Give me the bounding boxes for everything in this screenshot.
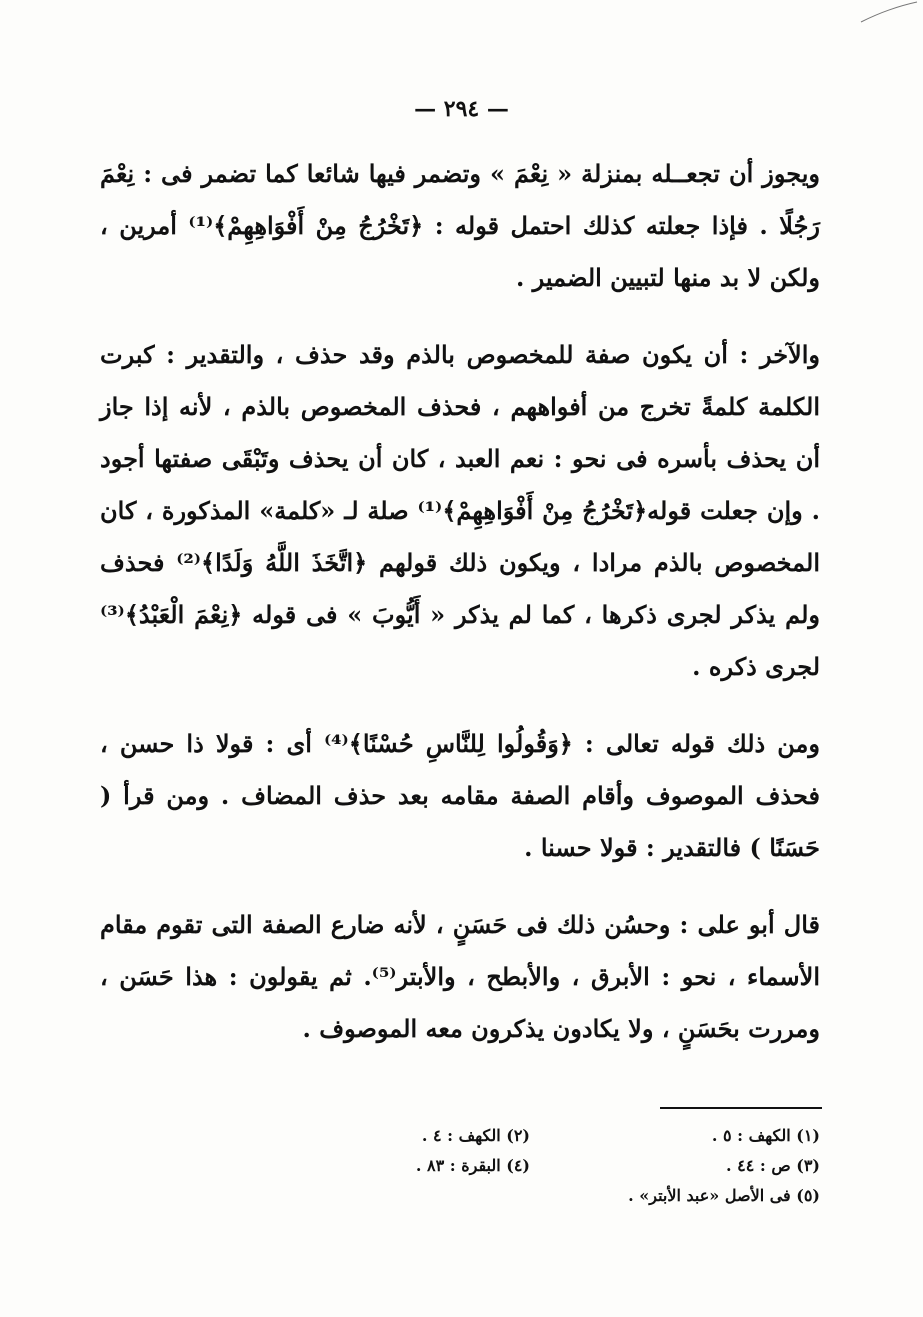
paragraph-2: والآخر : أن يكون صفة للمخصوص بالذم وقد حذف ، والتقدير : كبرت الكلمة كلمةً تخرج من أفواههم ، فحذف المخصوص بالذم ، لأنه إذا جاز أن يحذف بأسره فى نحو : نعم العبد ، كان أن يحذف وتَبْقَى صفتها أجود . وإن جعلت قوله﴿تَخْرُجُ مِنْ أَفْوَاهِهِمْ﴾⁽¹⁾ صلة لـ «كلمة» المذكورة ، كان المخصوص بالذم مرادا ، ويكون ذلك قولهم ﴿اتَّخَذَ اللَّهُ وَلَدًا﴾⁽²⁾ فحذف ولم يذكر لجرى ذكرها ، كما لم يذكر « أَيُّوبَ » فى قوله ﴿نِعْمَ الْعَبْدُ﴾⁽³⁾ لجرى ذكره .: [100, 340, 821, 681]
paragraph-3: ومن ذلك قوله تعالى : ﴿وَقُولُوا لِلنَّاسِ حُسْنًا﴾⁽⁴⁾ أى : قولا ذا حسن ، فحذف الموصوف وأقام الصفة مقامه بعد حذف المضاف . ومن قرأ ( حَسَنًا ) فالتقدير : قولا حسنا .: [100, 729, 820, 862]
main-text: [100, 148, 820, 1080]
footnote-5: (٥) فى الأصل «عبد الأبتر» .: [628, 1186, 820, 1205]
footnote-3: (٣) ص : ٤٤ .: [725, 1156, 820, 1175]
footnote-separator: [660, 1107, 822, 1109]
footnotes: [280, 1124, 820, 1208]
corner-scratch-mark: [859, 0, 919, 40]
paragraph-4: قال أبو على : وحسُن ذلك فى حَسَنٍ ، لأنه ضارع الصفة التى تقوم مقام الأسماء ، نحو : الأبرق ، والأبطح ، والأبتر⁽⁵⁾. ثم يقولون : هذا حَسَن ، ومررت بحَسَنٍ ، ولا يكادون يذكرون معه الموصوف .: [100, 910, 820, 1043]
paragraph-1: ويجوز أن تجعــله بمنزلة « نِعْمَ » وتضمر فيها شائعا كما تضمر فى : نِعْمَ رَجُلًا . فإذا جعلته كذلك احتمل قوله : ﴿تَخْرُجُ مِنْ أَفْوَاهِهِمْ﴾⁽¹⁾ أمرين ، ولكن لا بد منها لتبيين الضمير .: [100, 159, 820, 292]
footnote-4: (٤) البقرة : ٨٣ .: [415, 1156, 530, 1175]
footnote-2: (٢) الكهف : ٤ .: [421, 1126, 530, 1145]
footnote-1: (١) الكهف : ٥ .: [711, 1126, 820, 1145]
page-number: — ٢٩٤ —: [414, 96, 509, 122]
